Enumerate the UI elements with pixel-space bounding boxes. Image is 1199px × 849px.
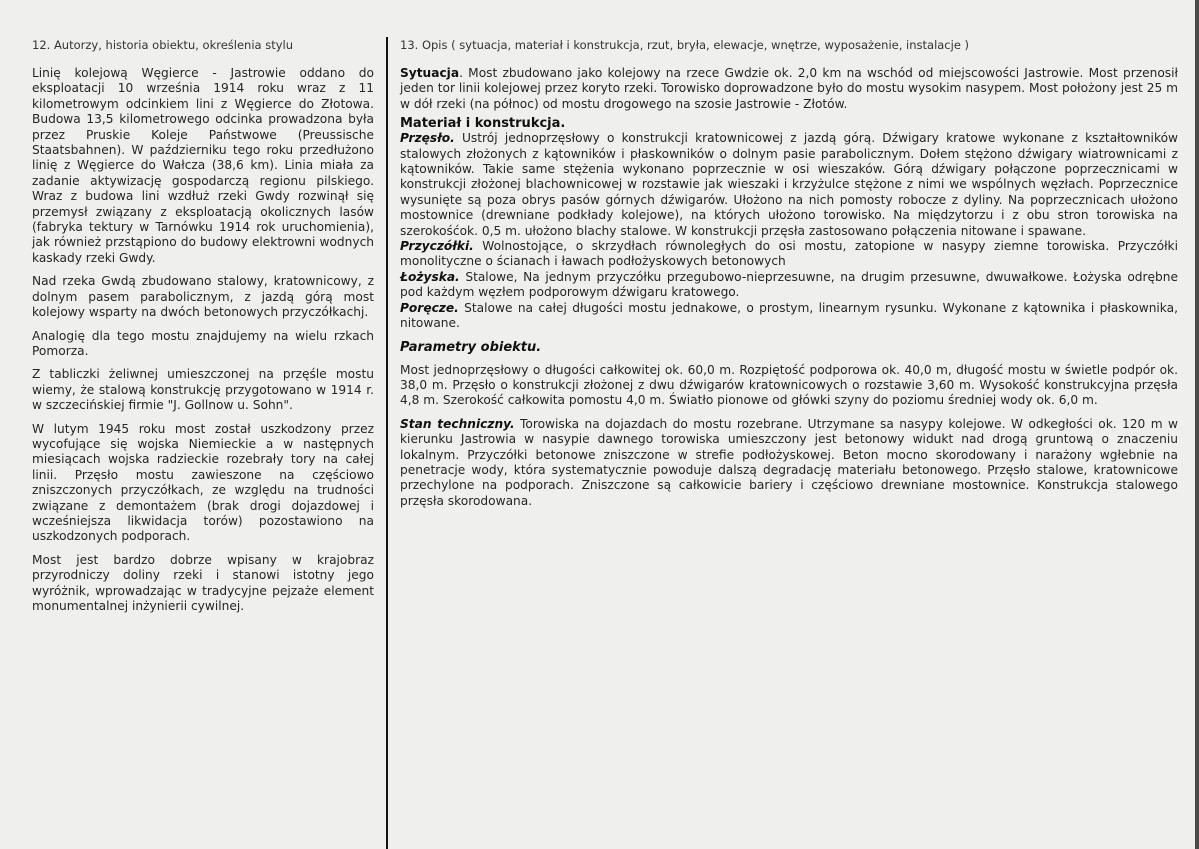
state-text: Torowiska na dojazdach do mostu rozebrane. Utrzymane sa nasypy kolejowe. W odkegłości ok. 120 m w kierunku Jastrowia w nasypie dawnego torowiska umieszczony jest betonowy widukt nad drogą gruntową o znaczeniu lokalnym. Przyczółki betonowe zniszczone w strefie podłożyskowej. Beton mocno skorodowany i narażony wgłebnie na penetracje wody, która systematycznie powoduje dalszą degradację materiału betonowego. Przęsło stalowe, kratownicowe przechylone na podporach. Zniszczone są całkowicie bariery i częściowo drewniane mostownice. Konstrukcja stalowego przęsła skorodowana. [400,416,1179,508]
abutments-label: Przyczółki. [400,239,474,254]
railings-label: Poręcze. [400,300,459,315]
history-paragraph: Z tabliczki żeliwnej umieszczonej na przęśle mostu wiemy, że stalową konstrukcję przygotowano w 1914 r. w szczecińskiej firmie "J. Gollnow u. Sohn". [32,367,374,413]
spacer [400,409,1178,417]
history-text [32,66,374,622]
history-paragraph: Linię kolejową Węgierce - Jastrowie oddano do eksploatacji 10 września 1914 roku wraz z 11 kilometrowym odcinkiem lini z Węgierce do Złotowa. Budowa 13,5 kilometrowego odcinka prowadzona była przez Pruskie Koleje Państwowe (Preussische Staatsbahnen). W październiku tego roku przedłużono linię z Węgierce do Wałcza (38,6 km). Linia miała za zadanie aktywizację gospodarczą regionu pilskiego. Wraz z budowa lini wzdłuż rzeki Gwdy rozwinął się przemysł związany z eksploatacją okolicznych lasów (fabryka tektury w Tarnówku 1914 rok uruchomienia), jak również przstąpiono do budowy elektrowni wodnych kaskady rzeki Gwdy. [32,66,374,265]
params-paragraph: Most jednoprzęsłowy o długości całkowitej ok. 60,0 m. Rozpiętość podporowa ok. 40,0 m, długość mostu w świetle podpór ok. 38,0 m. Przęsło o konstrukcji złożonej z dwu dźwigarów kratownicowych o rozstawie 3,60 m. Wysokość konstrukcyjna przęsła 4,8 m. Szerokość całkowita pomostu 4,0 m. Światło pionowe od główki szyny do poziomu średniej wody ok. 6,0 m. [400,362,1178,408]
history-paragraph: Most jest bardzo dobrze wpisany w krajobraz przyrodniczy doliny rzeki i stanowi istotny jego wyróżnik, wprowadzając w tradycyjne pejzaże element monumentalnej inżynierii cywilnej. [32,552,374,613]
material-heading: Materiał i konstrukcja. [400,116,566,132]
history-paragraph: Nad rzeka Gwdą zbudowano stalowy, kratownicowy, z dolnym pasem parabolicznym, z jazdą górą most kolejowy wsparty na dwóch betonowych przyczółkachj. [32,274,374,320]
abutments-text: Wolnostojące, o skrzydłach równoległych do osi mostu, zatopione w nasypy ziemne torowiska. Przyczółki monolityczne o ścianach i ławach podłożyskowych betonowych [400,239,1178,269]
situation-label: Sytuacja [400,66,460,80]
bearings-label: Łożyska. [400,269,460,284]
railings-text: Stalowe na całej długości mostu jednakowe, o prostym, linearnym rysunku. Wykonane z kątownika i płaskownika, nitowane. [400,300,1178,331]
abutments-paragraph [400,239,1178,270]
params-heading: Parametry obiektu. [400,339,542,355]
span-label: Przęsło. [400,131,455,146]
situation-text: . Most zbudowano jako kolejowy na rzece Gwdzie ok. 2,0 km na wschód od miejscowości Jastrowie. Most przenosił jeden tor linii kolejowej przez koryto rzeki. Torowisko doprowadzone było do mostu wysokim nasypem. Most położony jest 25 m w dół rzeki (na północ) od mostu drogowego na szosie Jastrowie - Złotów. [400,66,1178,111]
state-label: Stan techniczny. [400,416,515,431]
span-text: Ustrój jednoprzęsłowy o konstrukcji kratownicowej z jazdą górą. Dźwigary kratowe wykonane z kształtowników stalowych złożonych z kątowników i płaskowników o dolnym pasie parabolicznym. Dołem stężono dźwigary wiatrownicami z kątowników. Takie same stężenia wykonano poprzecznie w osi wieszaków. Górą dźwigary połączone poprzecznicami w konstrukcji złożonej blachownicowej w rozstawie jak wieszaki i krzyżulce stężone z nimi we wspólnych węzłach. Poprzecznice wysunięte są poza obrys pasów górnych dźwigarów. Ułożono na nich pomosty robocze z dyliny. Na poprzecznicach ułożono mostownice (drewniane podkłady kolejowe), na których ułożono torowisko. Na międzytorzu i z obu stron torowiska na szerokośćok. 0,5 m. ułożono blachy stalowe. W konstrukcji przęsła zastosowano połączenia nitowane i spawane. [400,131,1178,238]
section-13-heading: 13. Opis ( sytuacja, materiał i konstrukcja, rzut, bryła, elewacje, wnętrze, wyposażenie, instalacje ) [400,38,970,52]
situation-paragraph [400,66,1178,112]
section-12-heading: 12. Autorzy, historia obiektu, określenia stylu [32,38,294,52]
railings-paragraph [400,301,1178,332]
history-paragraph: Analogię dla tego mostu znajdujemy na wielu rzkach Pomorza. [32,328,374,358]
history-paragraph: W lutym 1945 roku most został uszkodzony przez wycofujące się wojska Niemieckie a w następnych miesiącach wojska radzieckie rozebrały tory na całej linii. Przęsło mostu zawieszone na częściowo zniszczonych przyczółkach, ze względu na trudności związane z demontażem (brak drogi dojazdowej i wcześniejsza likwidacja torów) pozostawiono na uszkodzonych podporach. [32,421,374,544]
bearings-paragraph [400,270,1178,301]
description-text [400,66,1178,509]
span-paragraph [400,131,1178,239]
bearings-text: Stalowe, Na jednym przyczółku przegubowo-nieprzesuwne, na drugim przesuwne, dwuwałkowe. Łożyska odrębne pod każdym węzłem podporowym dźwigaru kratowego. [400,269,1178,300]
column-divider [386,37,388,849]
state-paragraph [400,417,1178,509]
